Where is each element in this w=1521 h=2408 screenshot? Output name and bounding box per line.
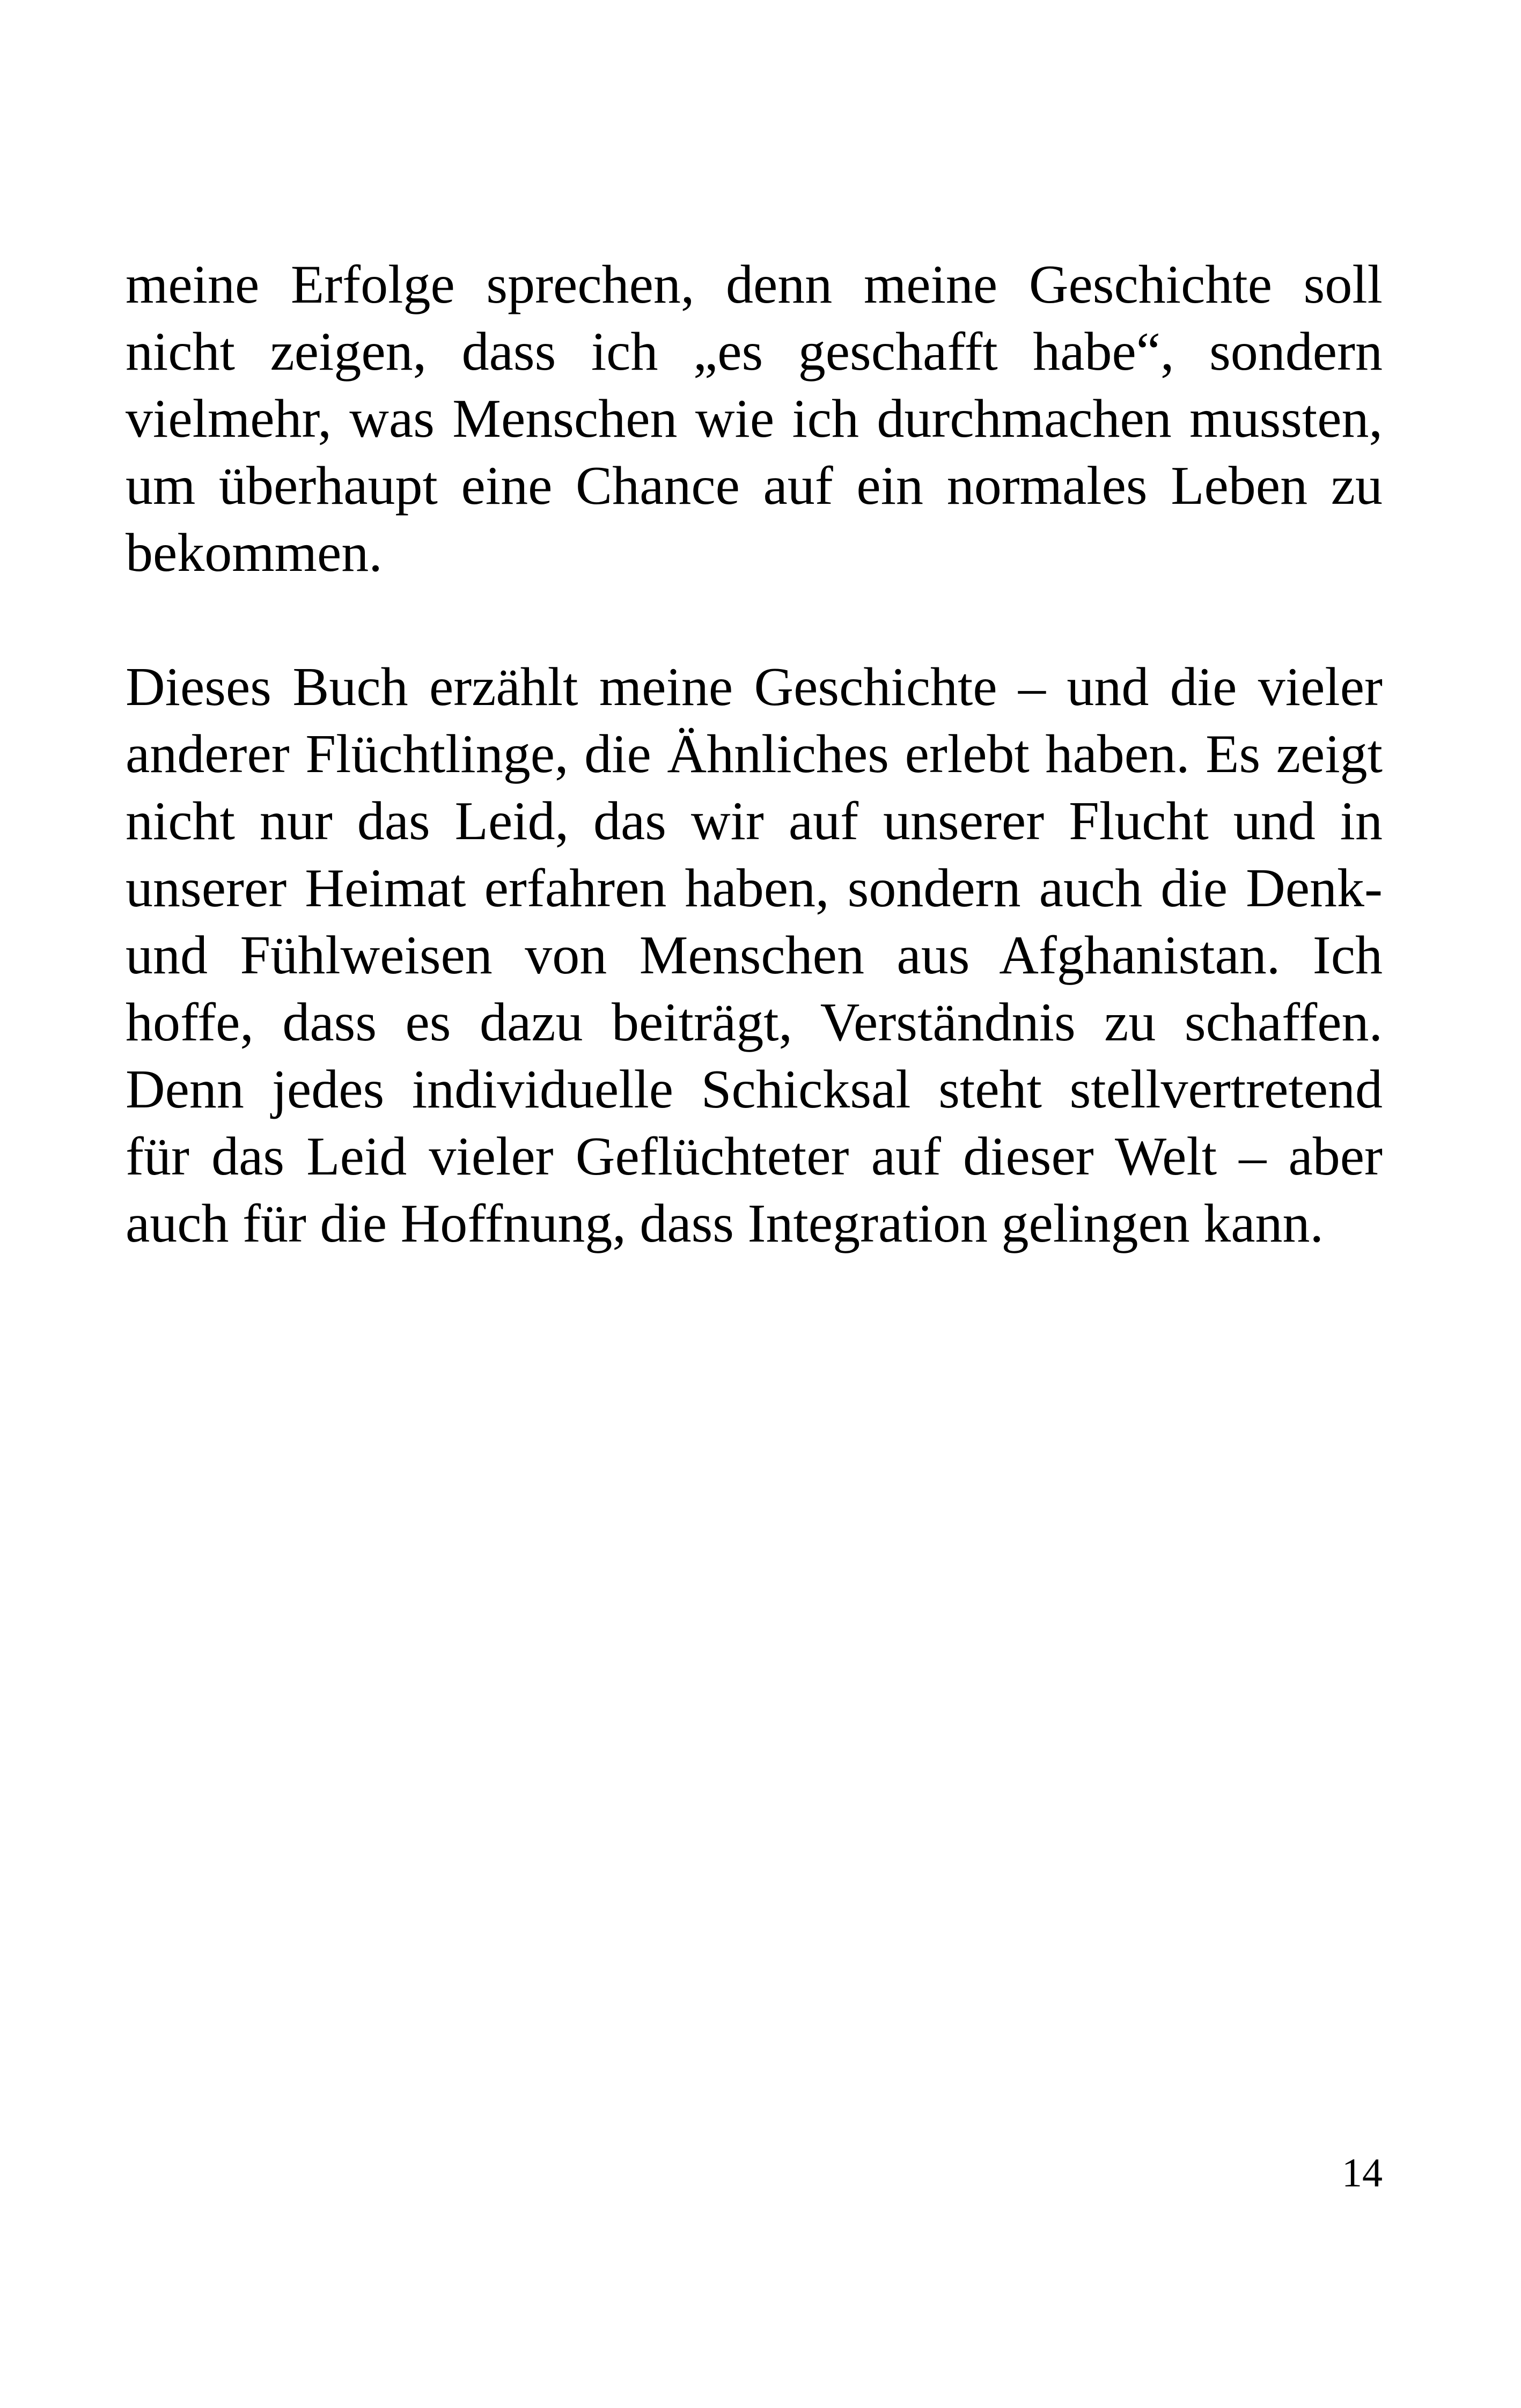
paragraph-1: meine Erfolge sprechen, denn meine Geschichte soll nicht zeigen, dass ich „es geschafft habe“, sondern vielmehr, was Menschen wie ich durchmachen mussten, um überhaupt eine Chance auf ein normales Leben zu bekommen. — [126, 254, 1383, 583]
page-number: 14 — [1342, 2150, 1383, 2196]
paragraph-2: Dieses Buch erzählt meine Geschichte – und die vieler anderer Flüchtlinge, die Ähnliches erlebt haben. Es zeigt nicht nur das Leid, das wir auf unserer Flucht und in unserer Heimat erfahren haben, sondern auch die Denk- und Fühlweisen von Menschen aus Afghanistan. Ich hoffe, dass es dazu beiträgt, Verständnis zu schaffen. Denn jedes individuelle Schicksal steht stellvertretend für das Leid vieler Geflüchteter auf dieser Welt – aber auch für die Hoffnung, dass Integration gelingen kann. — [126, 657, 1383, 1254]
body-text — [126, 251, 1383, 1257]
